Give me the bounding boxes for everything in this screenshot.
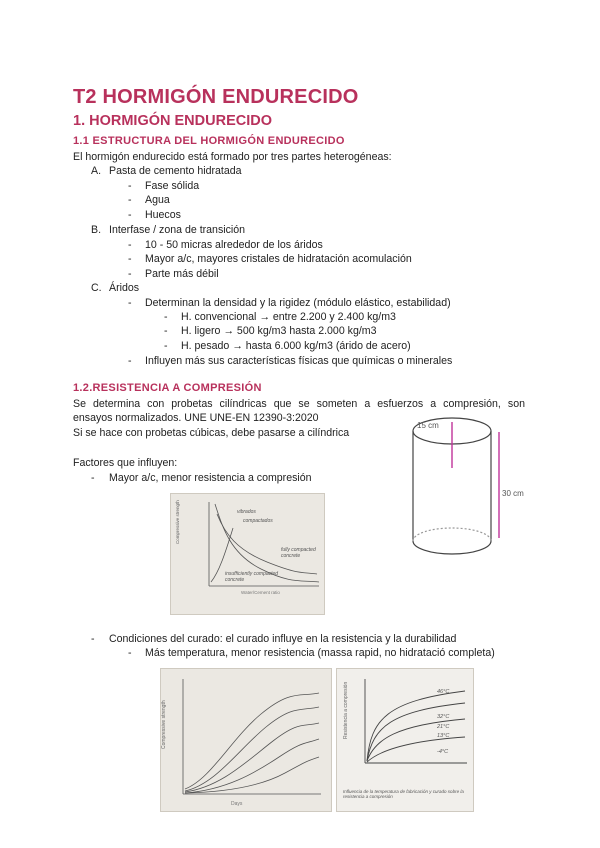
factor-sub-item: Más temperatura, menor resistencia (massa rapid, no hidratació completa)	[145, 647, 495, 659]
svg-text:Days: Days	[231, 801, 243, 807]
list-item: Mayor a/c, mayores cristales de hidratación acomulación	[145, 253, 412, 265]
dash-bullet: -	[91, 633, 95, 645]
temp-label: 13°C	[437, 733, 450, 739]
svg-text:Compressive strength: Compressive strength	[161, 700, 167, 749]
paragraph-line: ensayos normalizados. UNE UNE-EN 12390-3:2020	[73, 412, 319, 424]
dash-bullet: -	[164, 340, 168, 352]
factor-item: Condiciones del curado: el curado influye en la resistencia y la durabilidad	[109, 633, 457, 645]
factors-intro: Factores que influyen:	[73, 457, 178, 469]
graph-label: vibrados	[237, 509, 256, 515]
dash-bullet: -	[128, 355, 132, 367]
subsection-heading-structure: 1.1 ESTRUCTURA DEL HORMIGÓN ENDURECIDO	[73, 135, 345, 147]
curing-temperature-graph-left	[160, 668, 332, 812]
figure-caption: Influencia de la temperatura de fabricación y curado sobre la resistencia a compresión	[343, 789, 464, 799]
list-item: Influyen más sus características físicas que químicas o minerales	[145, 355, 453, 367]
compaction-strength-graph	[170, 493, 325, 615]
cylinder-diameter-label: 15 cm	[417, 421, 439, 430]
svg-text:Resistencia a compresión: Resistencia a compresión	[343, 681, 349, 739]
list-marker-b: B.	[91, 224, 102, 236]
section-heading: 1. HORMIGÓN ENDURECIDO	[73, 113, 272, 129]
dash-bullet: -	[128, 239, 132, 251]
temp-label: -4°C	[437, 749, 449, 755]
dash-bullet: -	[91, 472, 95, 484]
dash-bullet: -	[164, 325, 168, 337]
sub-list-item: H. convencional → entre 2.200 y 2.400 kg/m3	[181, 311, 396, 323]
paragraph-line: Se determina con probetas cilíndricas que se someten a esfuerzos a compresión, son	[73, 398, 525, 410]
dash-bullet: -	[128, 297, 132, 309]
dash-bullet: -	[128, 268, 132, 280]
list-item: Huecos	[145, 209, 181, 221]
dash-bullet: -	[128, 209, 132, 221]
dash-bullet: -	[128, 194, 132, 206]
list-item: 10 - 50 micras alrededor de los áridos	[145, 239, 323, 251]
svg-text:Compressive strength: Compressive strength	[175, 500, 180, 544]
sub-list-item: H. pesado → hasta 6.000 kg/m3 (árido de acero)	[181, 340, 411, 352]
list-item: Agua	[145, 194, 170, 206]
part-a-label: Pasta de cemento hidratada	[109, 165, 242, 177]
part-c-label: Áridos	[109, 282, 140, 294]
subsection-heading-compression: 1.2.RESISTENCIA A COMPRESIÓN	[73, 382, 262, 394]
dash-bullet: -	[128, 180, 132, 192]
factor-item: Mayor a/c, menor resistencia a compresión	[109, 472, 312, 484]
temp-label: 32°C	[437, 714, 450, 720]
paragraph-line: Si se hace con probetas cúbicas, debe pasarse a cilíndrica	[73, 427, 350, 439]
graph-label: insufficiently compacted concrete	[225, 571, 279, 583]
dash-bullet: -	[128, 647, 132, 659]
intro-text: El hormigón endurecido está formado por tres partes heterogéneas:	[73, 151, 392, 163]
sub-list-item: H. ligero → 500 kg/m3 hasta 2.000 kg/m3	[181, 325, 377, 337]
cylinder-height-label: 30 cm	[502, 489, 524, 498]
cylinder-diagram	[405, 412, 540, 562]
temp-label: 46°C	[437, 689, 450, 695]
graph-label: compactados	[243, 518, 273, 524]
list-item: Parte más débil	[145, 268, 219, 280]
svg-text:Water/Cement ratio: Water/Cement ratio	[241, 590, 280, 595]
graph-label: fully compacted concrete	[281, 547, 316, 559]
page-title: T2 HORMIGÓN ENDURECIDO	[73, 86, 359, 108]
temp-label: 21°C	[437, 724, 450, 730]
part-b-label: Interfase / zona de transición	[109, 224, 246, 236]
list-item: Fase sólida	[145, 180, 200, 192]
list-marker-c: C.	[91, 282, 102, 294]
list-item: Determinan la densidad y la rigidez (módulo elástico, estabilidad)	[145, 297, 451, 309]
dash-bullet: -	[128, 253, 132, 265]
list-marker-a: A.	[91, 165, 102, 177]
curing-temperature-graph-right	[336, 668, 474, 812]
dash-bullet: -	[164, 311, 168, 323]
